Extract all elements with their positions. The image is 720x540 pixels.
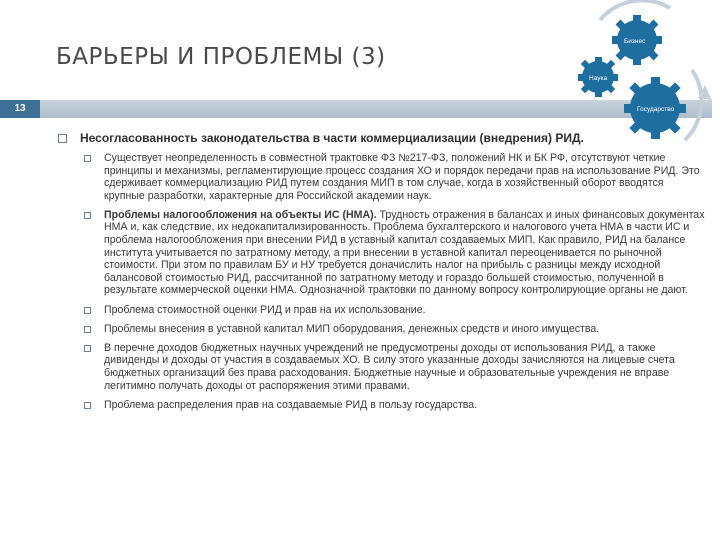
list-item xyxy=(80,399,706,412)
square-bullet-icon xyxy=(84,345,91,352)
gear-business-icon xyxy=(612,15,662,65)
item-lead: Проблемы налогообложения на объекты ИС (НМА). xyxy=(104,208,377,221)
gear-state-label: Государство xyxy=(637,106,675,113)
square-bullet-icon xyxy=(84,307,91,314)
sub-bullet-list xyxy=(80,152,706,411)
gear-science-label: Наука xyxy=(589,75,608,82)
slide-number: 13 xyxy=(0,100,40,118)
square-bullet-icon xyxy=(58,134,67,143)
slide-content xyxy=(56,130,706,418)
item-text: Трудность отражения в балансах и иных финансовых документах НМА и, как следствие, их недокапитализированность. Проблема бухгалтерского и налогового учета НМА в части ИС и проблема налогообложения при внесении РИД в уставный капитал создаваемых МИП. Как правило, РИД на балансе института учитывается по затратному методу, а при внесении в уставной капитал переоценивается по рыночной стоимости. При этом по правилам БУ и НУ требуется доначислить налог на прибыль с разницы между исходной балансовой стоимостью РИД, рассчитанной по затратному методу и гораздо большей стоимостью, полученной в результате коммерческой оценки НМА. Однозначной трактовки по данному вопросу контролирующие органы не дают. xyxy=(104,208,705,297)
list-item xyxy=(80,152,706,202)
list-item xyxy=(80,342,706,392)
main-bullet xyxy=(56,130,706,146)
square-bullet-icon xyxy=(84,155,91,162)
square-bullet-icon xyxy=(84,326,91,333)
gear-science-icon xyxy=(578,57,618,97)
list-item xyxy=(80,304,706,317)
square-bullet-icon xyxy=(84,212,91,219)
list-item xyxy=(80,209,706,297)
item-text: Проблема стоимостной оценки РИД и прав на их использование. xyxy=(104,303,426,316)
gears-diagram xyxy=(560,0,720,150)
item-text: В перечне доходов бюджетных научных учреждений не предусмотрены доходы от использования РИД, а также дивиденды и доходы от участия в создаваемых ХО. В силу этого указанные доходы зачисляются на лицевые счета бюджетных организаций без права расходования. Бюджетные научные и образовательные учреждения не вправе легитимно получать доходы от распоряжения этими правами. xyxy=(104,341,675,392)
item-text: Существует неопределенность в совместной трактовке ФЗ №217-ФЗ, положений НК и БК РФ, отсутствуют четкие принципы и механизмы, регламентирующие процесс создания ХО и порядок передачи прав на использование РИД. Это сдерживает коммерциализацию РИД путем создания МИП в том случае, когда в хозяйственный оборот вводятся крупные разработки, характерные для Российской академии наук. xyxy=(104,152,700,202)
list-item xyxy=(80,323,706,336)
item-text: Проблемы внесения в уставной капитал МИП оборудования, денежных средств и иного имущества. xyxy=(104,322,600,335)
gear-business-label: Бизнес xyxy=(624,38,646,45)
item-text: Проблема распределения прав на создаваемые РИД в пользу государства. xyxy=(104,398,478,411)
main-bullet-text: Несогласованность законодательства в части коммерциализации (внедрения) РИД. xyxy=(80,131,584,145)
square-bullet-icon xyxy=(84,402,91,409)
slide-title: БАРЬЕРЫ И ПРОБЛЕМЫ (3) xyxy=(56,44,386,70)
